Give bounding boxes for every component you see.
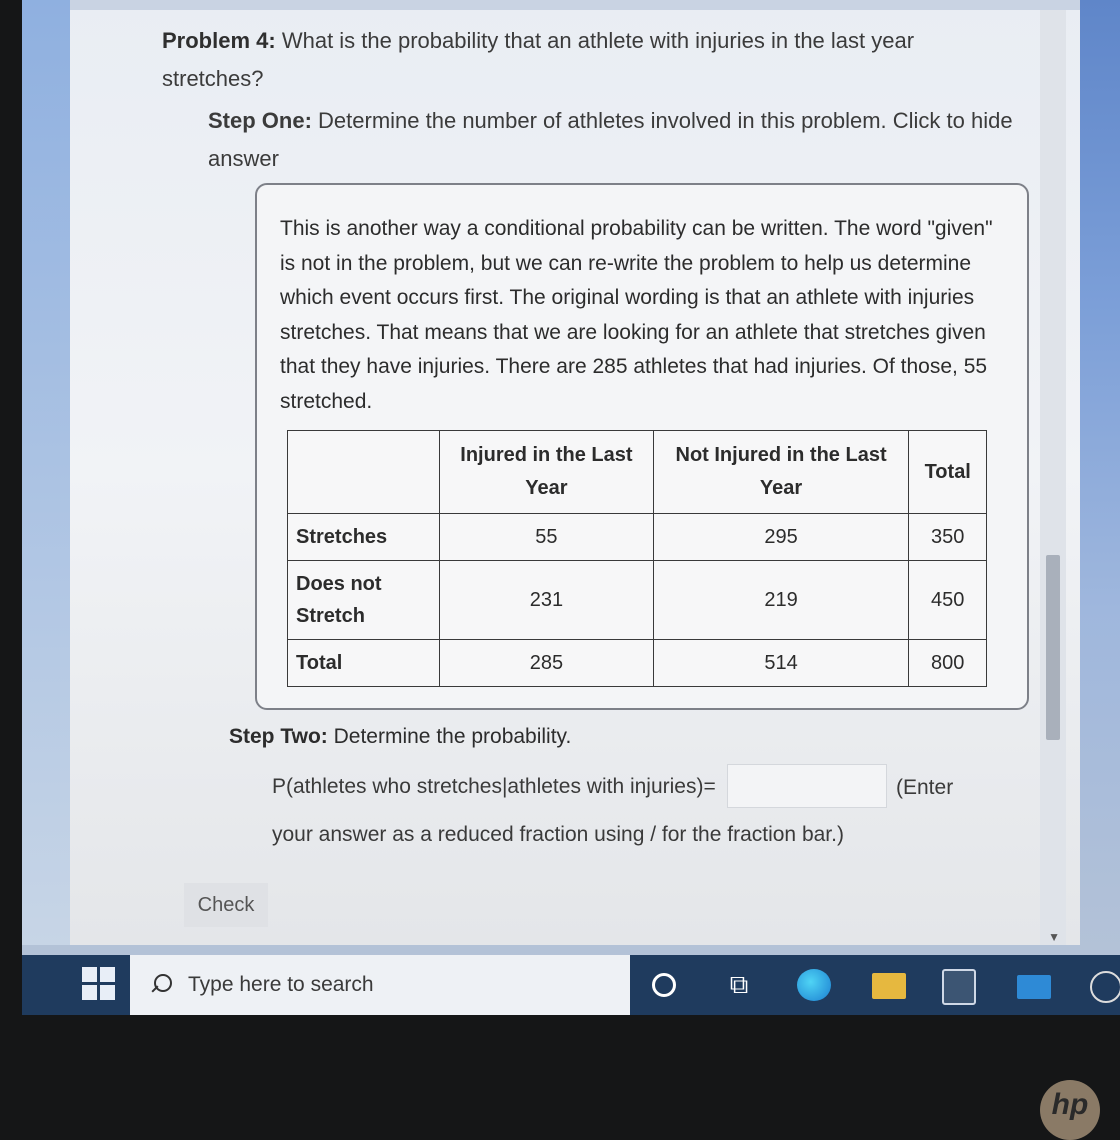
cell-stretches-not-injured: 295: [653, 514, 909, 561]
task-view-icon[interactable]: ⧉: [729, 969, 749, 999]
page-topbar: [70, 0, 1080, 10]
scrollbar-track[interactable]: [1040, 10, 1066, 945]
step-one-text[interactable]: Determine the number of athletes involved in this problem. Click to hide answer: [208, 108, 1013, 171]
answer-instruction: your answer as a reduced fraction using / for the fraction bar.): [272, 823, 844, 846]
taskbar-search[interactable]: [130, 955, 630, 1015]
table-row: [288, 514, 987, 561]
search-icon: [150, 974, 172, 996]
table-row: [288, 561, 987, 640]
cell-stretches-injured: 55: [440, 514, 654, 561]
enter-label: (Enter: [896, 776, 954, 799]
step-one[interactable]: [208, 102, 1028, 178]
hp-logo: hp: [1040, 1080, 1100, 1140]
cell-total-not-injured: 514: [653, 640, 909, 687]
table-header-not-injured: Not Injured in the Last Year: [653, 431, 909, 514]
cell-stretches-total: 350: [909, 514, 987, 561]
search-placeholder: Type here to search: [188, 973, 374, 996]
edge-icon[interactable]: [797, 969, 831, 1001]
problem-label: Problem 4:: [162, 28, 276, 53]
file-explorer-icon[interactable]: [872, 973, 906, 999]
step-two: [229, 720, 829, 754]
cell-total-total: 800: [909, 640, 987, 687]
step-two-label: Step Two:: [229, 725, 328, 748]
globe-icon[interactable]: [1090, 971, 1120, 1003]
row-label-does-not-stretch: Does not Stretch: [288, 561, 440, 640]
left-margin: [22, 0, 70, 945]
row-label-stretches: Stretches: [288, 514, 440, 561]
table-header-empty: [288, 431, 440, 514]
answer-input[interactable]: [727, 764, 887, 808]
answer-explanation: This is another way a conditional probability can be written. The word "given" is not in the problem, but we can re-write the problem to help us determine which event occurs first. The original wording is that an athlete with injuries stretches. That means that we are looking for an athlete that stretches given that they have injuries. There are 285 athletes that had injuries. Of those, 55 stretched.: [280, 217, 993, 413]
table-header-total: Total: [909, 431, 987, 514]
step-two-text: Determine the probability.: [333, 725, 572, 748]
store-icon[interactable]: [942, 969, 976, 1005]
table-header-row: [288, 431, 987, 514]
cell-not-stretch-injured: 231: [440, 561, 654, 640]
windows-start-icon[interactable]: [82, 967, 116, 1001]
cell-not-stretch-total: 450: [909, 561, 987, 640]
cortana-icon[interactable]: [652, 973, 676, 997]
two-way-table: [287, 430, 987, 687]
step-one-label: Step One:: [208, 108, 312, 133]
screen: [22, 0, 1120, 1015]
table-row: [288, 640, 987, 687]
scroll-down-icon[interactable]: ▼: [1048, 930, 1060, 944]
problem-title: [162, 22, 982, 98]
probability-expression: P(athletes who stretches|athletes with injuries)=: [272, 775, 716, 798]
mail-icon[interactable]: [1017, 975, 1051, 999]
taskbar: [22, 955, 1120, 1015]
cell-total-injured: 285: [440, 640, 654, 687]
problem-question: What is the probability that an athlete with injuries in the last year stretches?: [162, 28, 915, 91]
row-label-total: Total: [288, 640, 440, 687]
check-button[interactable]: Check: [184, 883, 268, 927]
cell-not-stretch-not-injured: 219: [653, 561, 909, 640]
scrollbar-thumb[interactable]: [1046, 555, 1060, 740]
table-header-injured: Injured in the Last Year: [440, 431, 654, 514]
